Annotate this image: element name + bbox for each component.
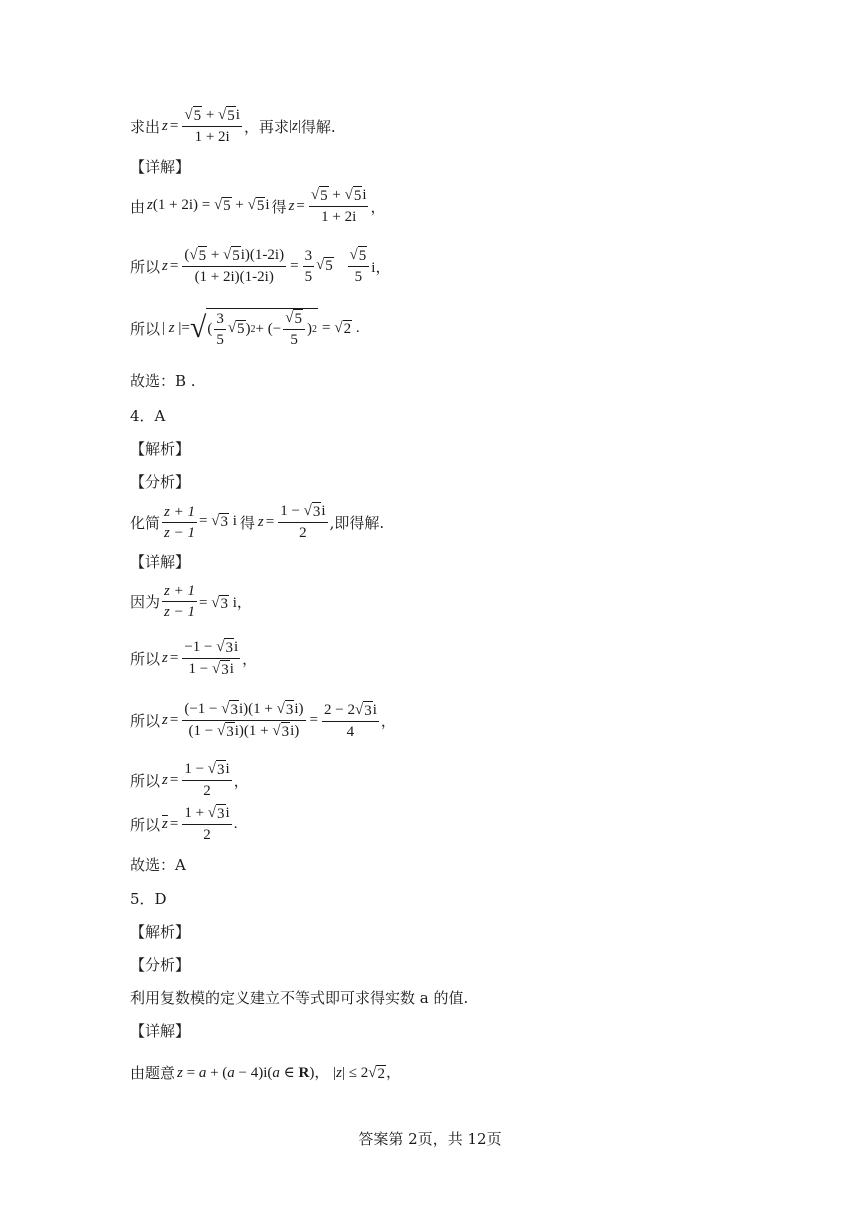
text-fragment: 由题意	[130, 1063, 176, 1082]
text-fragment: ,即得解.	[329, 513, 385, 532]
math-fraction: ( √ 5 + √ 5 i)(1-2i) (1 + 2i)(1-2i)	[184, 247, 285, 285]
section-heading: 【解析】	[130, 440, 191, 458]
section-heading: 【解析】	[130, 923, 191, 941]
text-fragment: 得	[271, 197, 287, 216]
math-fraction: √ 5 + √ 5 i 1 + 2i	[184, 107, 240, 145]
text-line: 故选：A	[130, 856, 186, 874]
text-fragment: 得	[239, 513, 255, 532]
text-line: 所以 | z |= √ ( $\frac{3}{5}$ √ 5 ) 2 + (− √ 5 5 ) 2 = √ 2 .	[130, 310, 360, 348]
text-line: 利用复数模的定义建立不等式即可求得实数 a 的值.	[130, 989, 469, 1007]
page-footer: 答案第 2页，共 12页	[358, 1130, 502, 1148]
text-fragment: ，再求	[243, 117, 289, 136]
question-number: 5．D	[130, 890, 167, 908]
text-line: 所以 z = (−1 − √ 3 i)(1 + √ 3 i) (1 − √ 3 i)(1 + √ 3 i) = 2 − 2 √ 3 i 4 ，	[130, 701, 396, 740]
text-fragment: 所以	[130, 712, 161, 730]
section-heading: 【分析】	[130, 956, 191, 974]
text-fragment: 因为	[130, 593, 161, 611]
text-line: 故选：B .	[130, 372, 196, 390]
text-line: 因为 $\frac{z + 1}{z - 1}$ = √ 3 i，	[130, 583, 252, 620]
text-fragment: 所以	[130, 257, 161, 276]
math-expression: z	[162, 117, 168, 134]
math-expression: |z|	[288, 117, 301, 134]
section-heading: 【详解】	[130, 158, 191, 176]
text-line: 所以 z = 1 − √ 3 i 2 ，	[130, 761, 249, 799]
math-sqrt: √ ( $\frac{3}{5}$ √ 5 ) 2 + (− √ 5 5 ) 2	[189, 310, 317, 348]
text-line: 所以 z = ( √ 5 + √ 5 i)(1-2i) (1 + 2i)(1-2i) = $\frac{3}{5}$ √ 5 √ 5 5 i，	[130, 247, 391, 285]
text-fragment: 得解.	[300, 117, 336, 136]
text-fragment: 所以	[130, 815, 161, 834]
question-number: 4．A	[130, 407, 166, 425]
section-heading: 【详解】	[130, 1022, 191, 1040]
math-expression: z(1 + 2i) = √ 5 + √ 5 i	[147, 197, 270, 214]
text-fragment: 由	[130, 197, 146, 216]
section-heading: 【详解】	[130, 553, 191, 571]
text-fragment: 所以	[130, 771, 161, 790]
text-line: 所以 $\overline{z}$ = 1 + √ 3 i 2 .	[130, 805, 238, 843]
text-fragment: 求出	[130, 117, 161, 136]
text-line: 所以 z = −1 − √ 3 i 1 − √ 3 i ，	[130, 639, 258, 678]
text-line: 化简 $\frac{z + 1}{z - 1}$ = √ 3 i 得 z = 1 − √ 3 i 2 ,即得解.	[130, 503, 385, 541]
text-fragment: 所以	[130, 650, 161, 668]
math-fraction: $\frac{z + 1}{z - 1}$	[164, 503, 195, 541]
text-fragment: 所以	[130, 320, 161, 338]
text-line: 由 z(1 + 2i) = √ 5 + √ 5 i 得 z = √ 5 + √ 5 i 1 + 2i ，	[130, 187, 386, 225]
text-line: 由题意 z = a + (a − 4)i(a ∈ R)， |z| ≤ 2 √ 2 ，	[130, 1063, 401, 1082]
text-fragment: 化简	[130, 513, 161, 532]
math-fraction: √ 5 + √ 5 i 1 + 2i	[310, 187, 367, 225]
section-heading: 【分析】	[130, 473, 191, 491]
text-line: 求出 z = √ 5 + √ 5 i 1 + 2i ，再求 |z| 得解.	[130, 107, 336, 145]
